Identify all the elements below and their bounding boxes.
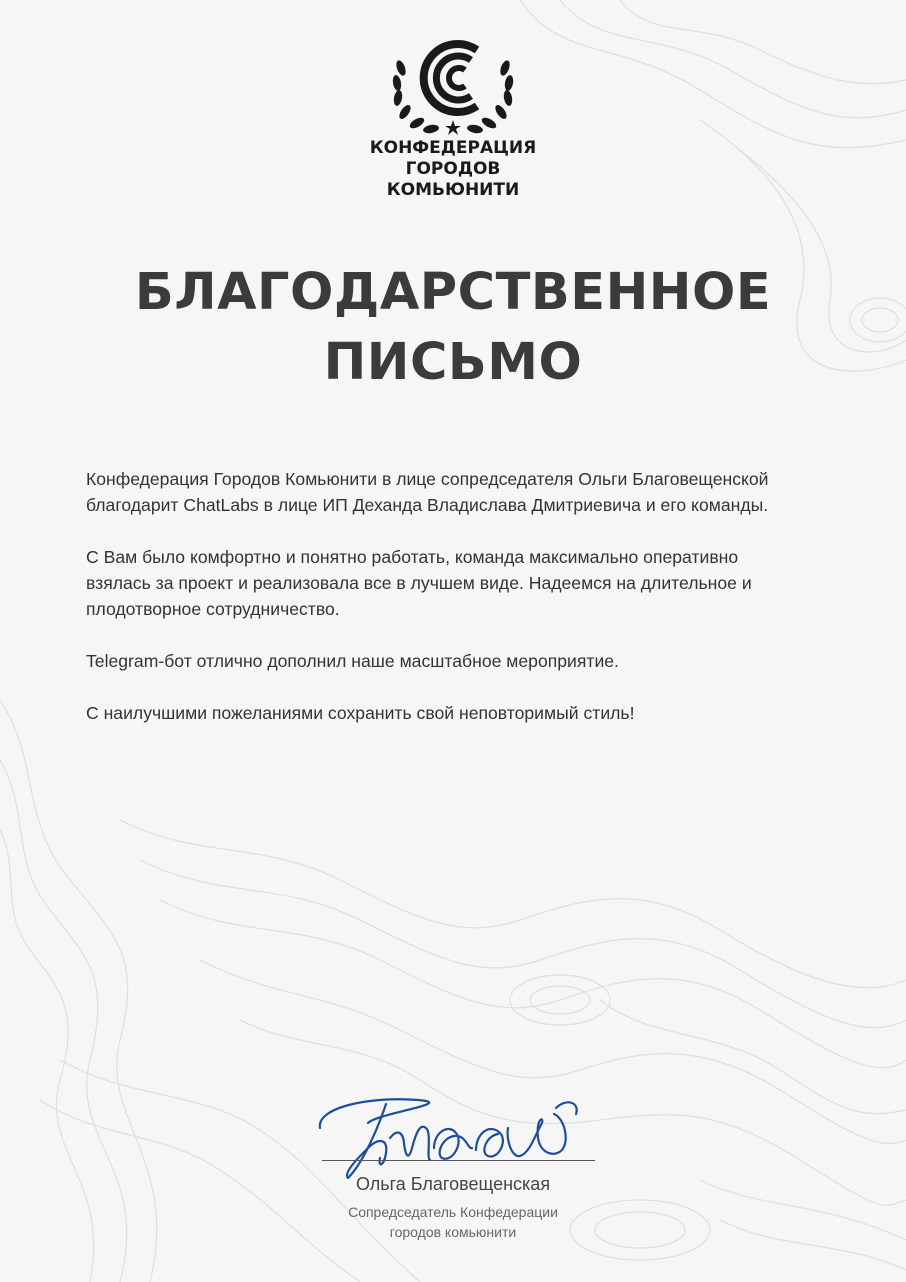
handwritten-signature bbox=[308, 1078, 598, 1188]
letter-paragraph-1: Конфедерация Городов Комьюнити в лице сопредседателя Ольги Благовещенской благодарит ChatLabs в лице ИП Деханда Владислава Дмитриевича и его команды. bbox=[86, 469, 769, 515]
letter-body bbox=[86, 466, 786, 752]
signer-name: Ольга Благовещенская bbox=[355, 1174, 551, 1194]
signer-role-line-2: городов комьюнити bbox=[389, 1224, 517, 1240]
letter-title bbox=[53, 258, 853, 398]
organization-name-line-3: КОМЬЮНИТИ bbox=[386, 180, 520, 200]
organization-name-line-2: ГОРОДОВ bbox=[405, 159, 501, 179]
organization-name-line-1: КОНФЕДЕРАЦИЯ bbox=[369, 138, 537, 158]
letter-paragraph-4: С наилучшими пожеланиями сохранить свой неповторимый стиль! bbox=[86, 703, 635, 723]
signer-role bbox=[253, 1202, 653, 1242]
letter-title-line-2: ПИСЬМО bbox=[323, 333, 583, 392]
signature-line bbox=[322, 1160, 595, 1161]
letter-paragraph-2: С Вам было комфортно и понятно работать, команда максимально оперативно взялась за проект и реализовала все в лучшем виде. Надеемся на длительное и плодотворное сотрудничество. bbox=[86, 547, 752, 619]
signer-role-line-1: Сопредседатель Конфедерации bbox=[348, 1204, 558, 1220]
confederation-logo-icon bbox=[383, 28, 523, 136]
organization-name bbox=[303, 138, 603, 201]
letter-paragraph-3: Telegram-бот отлично дополнил наше масштабное мероприятие. bbox=[86, 651, 619, 671]
letter-title-line-1: БЛАГОДАРСТВЕННОЕ bbox=[134, 263, 772, 322]
